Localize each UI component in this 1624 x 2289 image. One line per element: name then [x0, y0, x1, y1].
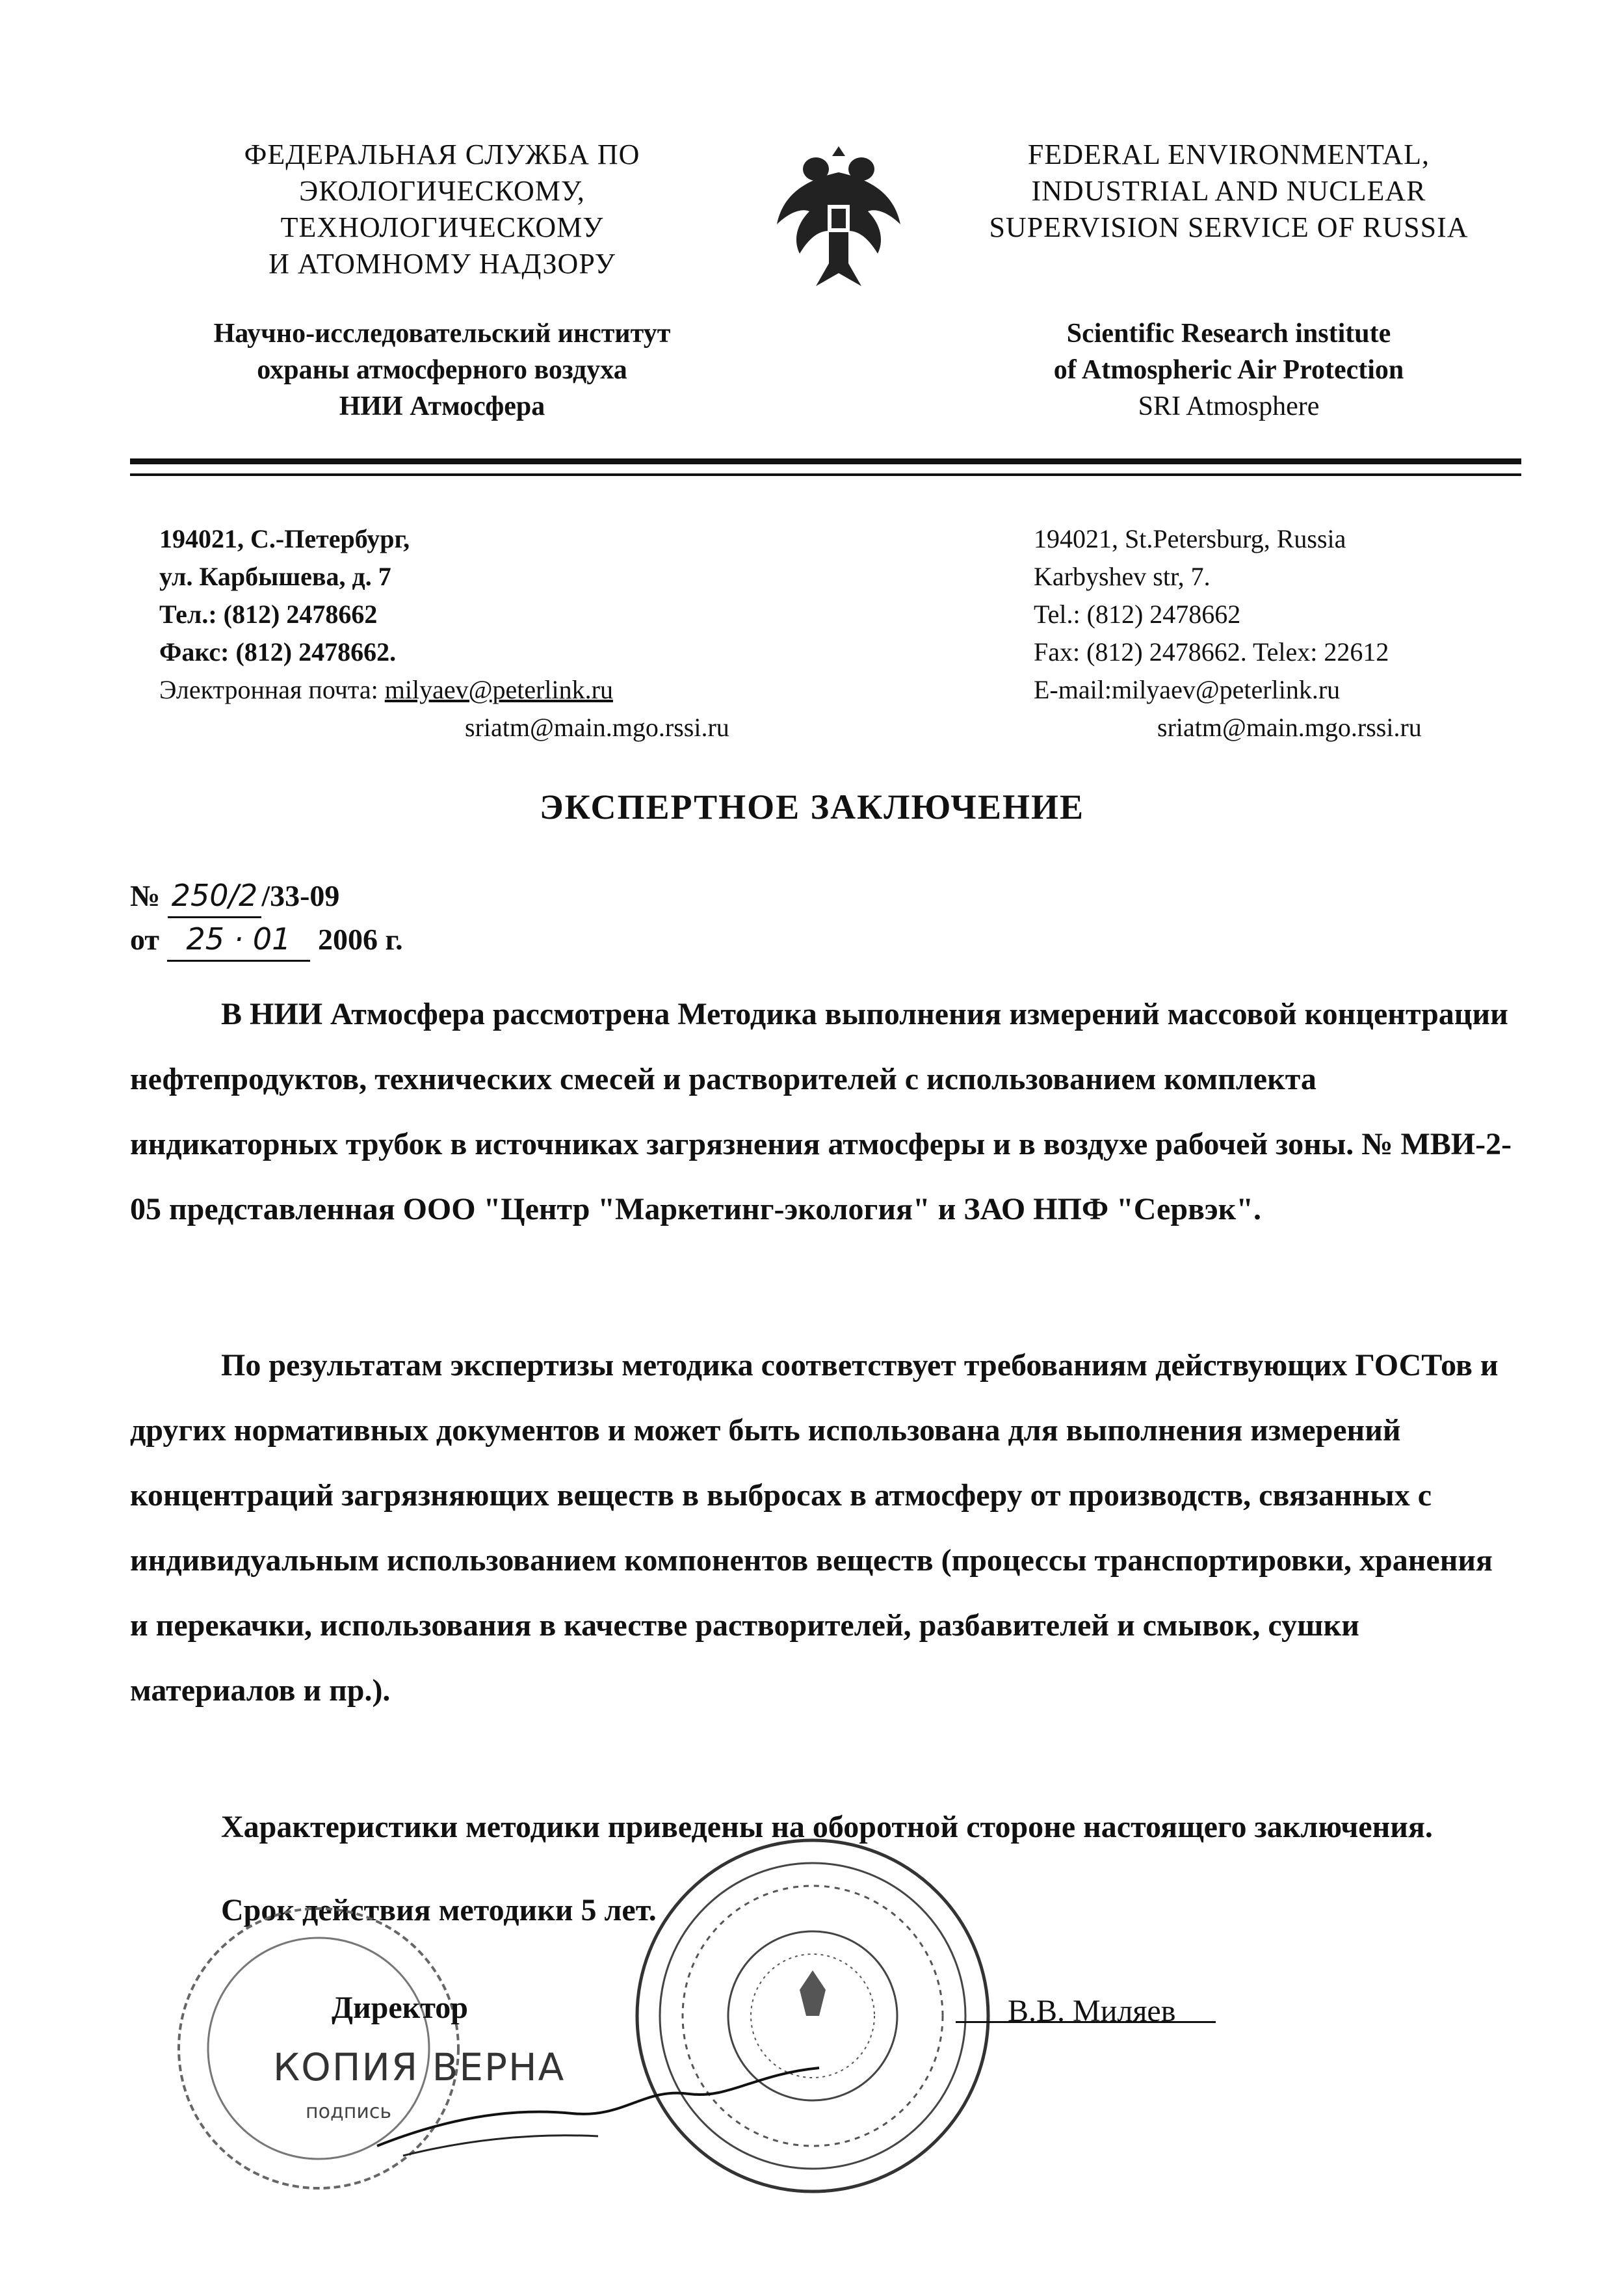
document-number-block — [130, 875, 403, 962]
address-en — [1034, 520, 1580, 747]
email-row-en — [1034, 671, 1580, 709]
paragraph-text: По результатам экспертизы методика соответствует требованиям действующих ГОСТов и других нормативных документов и может быть использована для выполнения измерений концентраций загрязняющих веществ в выбросах в атмосферу от производств, связанных с индивидуальным использованием компонентов веществ (процессы транспортировки, хранения и перекачки, использования в качестве растворителей, разбавителей и смывок, сушки материалов и пр.). — [130, 1348, 1499, 1708]
document-date — [130, 918, 403, 962]
paragraph-text: В НИИ Атмосфера рассмотрена Методика выполнения измерений массовой концентрации нефтепродуктов, технических смесей и растворителей с использованием комплекта индикаторных трубок в источниках загрязнения атмосферы и в воздухе рабочей зоны. № МВИ-2-05 представленная ООО "Центр "Маркетинг-экология" и ЗАО НПФ "Сервэк". — [130, 997, 1512, 1226]
header-en-line: INDUSTRIAL AND NUCLEAR — [1031, 175, 1426, 207]
header-ru-line: ТЕХНОЛОГИЧЕСКОМУ — [280, 211, 604, 243]
email-link[interactable]: milyaev@peterlink.ru — [1111, 675, 1341, 704]
address-ru-line: 194021, С.-Петербург, — [159, 524, 410, 553]
header-en-line: SUPERVISION SERVICE OF RUSSIA — [989, 211, 1469, 243]
body-paragraph-1 — [130, 982, 1515, 1242]
handwritten-date: 25 · 01 — [167, 918, 311, 962]
body-paragraph-2 — [130, 1333, 1515, 1723]
institute-ru — [143, 315, 741, 425]
date-suffix: 2006 г. — [310, 923, 403, 956]
address-ru-line: ул. Карбышева, д. 7 — [159, 562, 391, 591]
paragraph-text: Характеристики методики приведены на оборотной стороне настоящего заключения. — [221, 1810, 1433, 1844]
email-label: E-mail: — [1034, 675, 1112, 704]
signatory-title: Директор — [332, 1991, 468, 2025]
header-divider — [130, 458, 1521, 464]
header-ru-line: И АТОМНОМУ НАДЗОРУ — [268, 248, 616, 280]
header-en — [936, 137, 1521, 246]
header-ru — [156, 137, 728, 282]
header-ru-line: ЭКОЛОГИЧЕСКОМУ, — [299, 175, 585, 207]
document-title: ЭКСПЕРТНОЕ ЗАКЛЮЧЕНИЕ — [540, 787, 1084, 827]
document-number — [130, 875, 403, 918]
email-link[interactable]: sriatm@main.mgo.rssi.ru — [1157, 713, 1422, 742]
address-en-line: Fax: (812) 2478662. Telex: 22612 — [1034, 637, 1389, 667]
double-headed-eagle-emblem-icon — [770, 133, 907, 296]
address-en-line: 194021, St.Petersburg, Russia — [1034, 524, 1346, 553]
email-link[interactable]: milyaev@peterlink.ru — [384, 675, 613, 704]
header-ru-line: ФЕДЕРАЛЬНАЯ СЛУЖБА ПО — [244, 139, 640, 170]
validity-period: Срок действия методики 5 лет. — [221, 1893, 657, 1927]
address-ru — [159, 520, 809, 747]
email-row-ru — [159, 671, 809, 709]
address-ru-line: Тел.: (812) 2478662 — [159, 600, 378, 629]
email-label: Электронная почта: — [159, 675, 385, 704]
institute-en-line: of Atmospheric Air Protection — [1053, 355, 1404, 385]
email-link[interactable]: sriatm@main.mgo.rssi.ru — [465, 713, 729, 742]
handwritten-signature-icon — [364, 2048, 832, 2165]
institute-en — [949, 315, 1508, 425]
header-divider-thin — [130, 473, 1521, 476]
handwritten-number: 250/2 — [168, 875, 262, 918]
date-prefix: от — [130, 923, 167, 956]
address-ru-line: Факс: (812) 2478662. — [159, 637, 397, 667]
institute-ru-line: НИИ Атмосфера — [339, 391, 545, 421]
address-en-line: Tel.: (812) 2478662 — [1034, 600, 1241, 629]
institute-ru-line: охраны атмосферного воздуха — [257, 355, 627, 385]
institute-en-line: Scientific Research institute — [1066, 319, 1391, 349]
header-en-line: FEDERAL ENVIRONMENTAL, — [1027, 139, 1430, 170]
address-en-line: Karbyshev str, 7. — [1034, 562, 1211, 591]
number-suffix: /33-09 — [261, 879, 340, 912]
institute-en-line: SRI Atmosphere — [1138, 391, 1320, 421]
institute-ru-line: Научно-исследовательский институт — [213, 319, 671, 349]
copy-certified-stamp: КОПИЯ ВЕРНА — [273, 2045, 566, 2089]
number-prefix: № — [130, 879, 168, 912]
copy-sign-label: подпись — [306, 2100, 391, 2123]
signatory-name: В.В. Миляев — [1008, 1994, 1176, 2028]
